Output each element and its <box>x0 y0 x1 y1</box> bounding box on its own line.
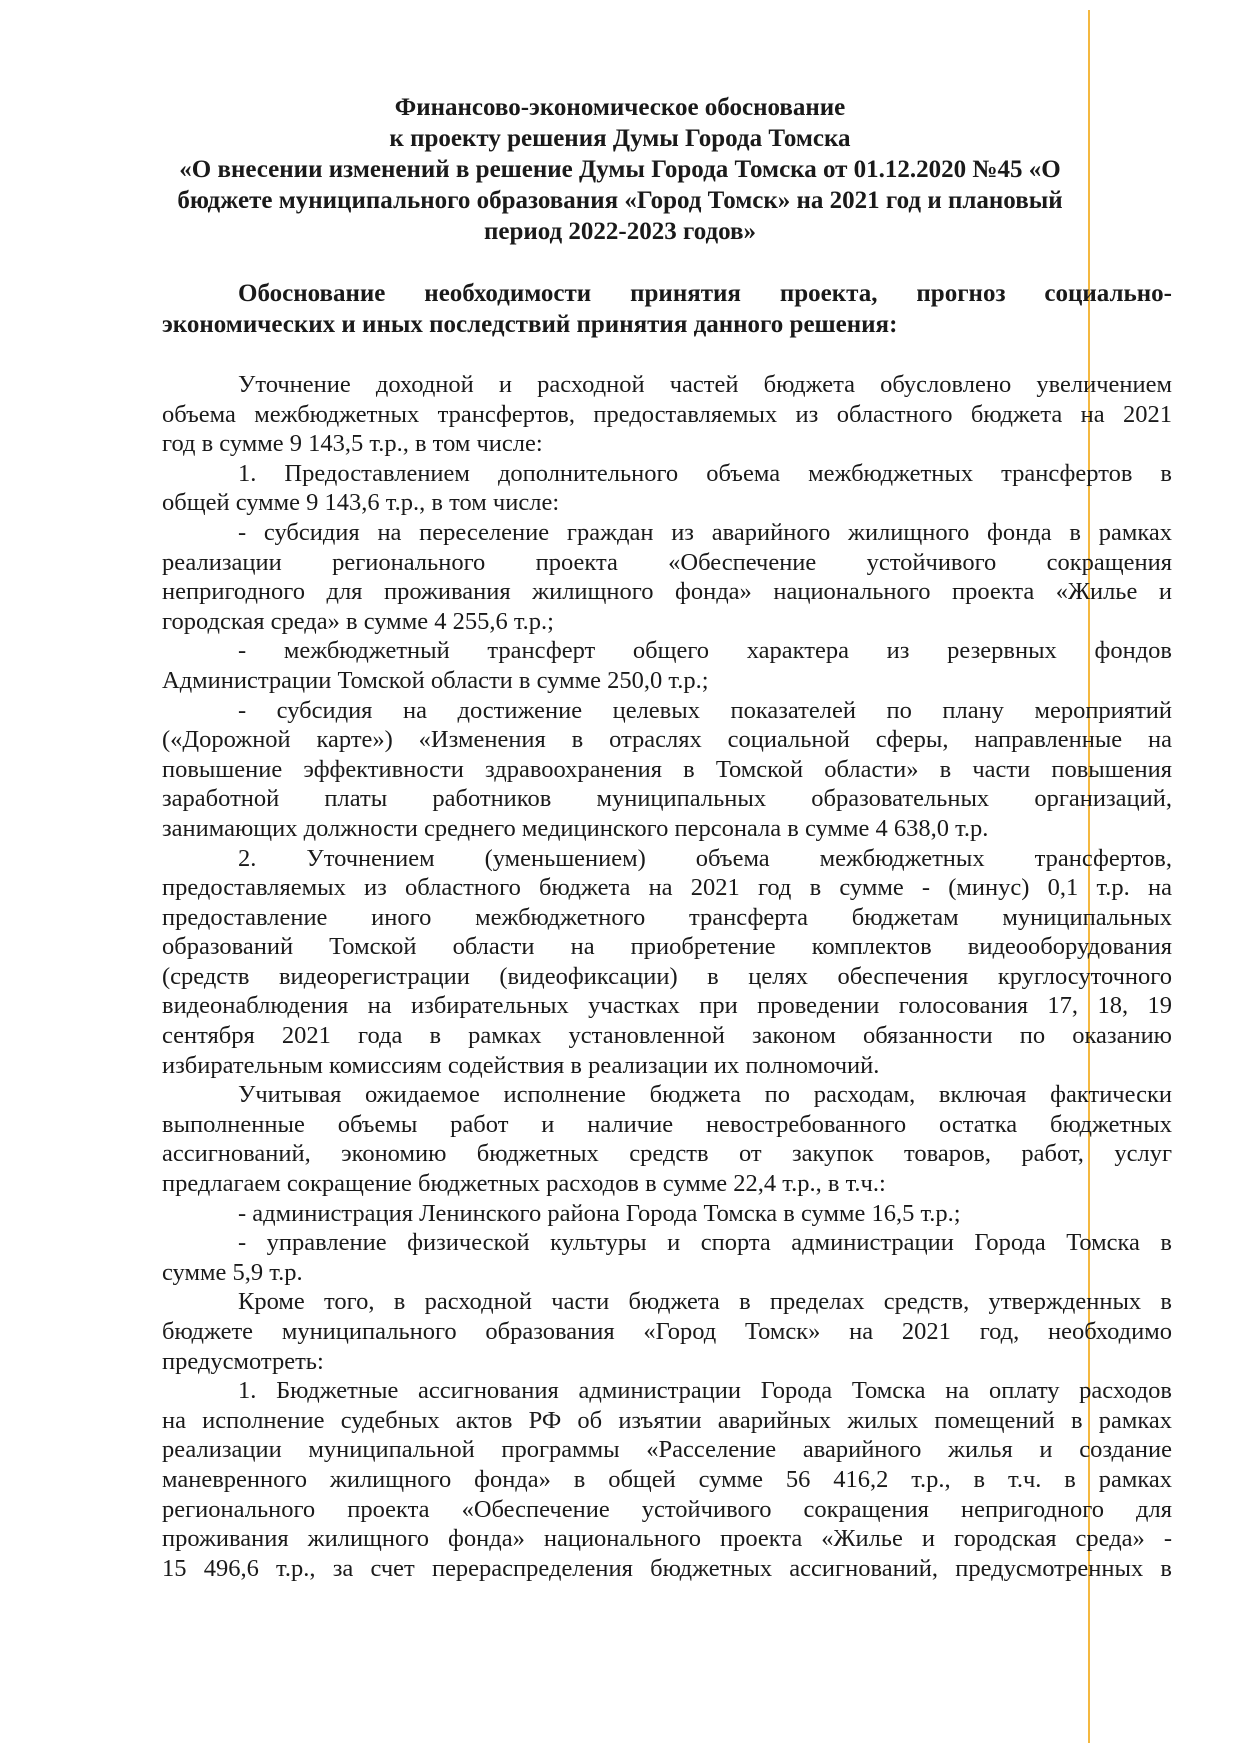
body-line: - управление физической культуры и спорта администрации Города Томска в <box>238 1229 1172 1257</box>
body-line: предоставление иного межбюджетного трансферта бюджетам муниципальных <box>162 903 1172 931</box>
body-line: Уточнение доходной и расходной частей бюджета обусловлено увеличением <box>238 371 1172 398</box>
body-line: Администрации Томской области в сумме 250,0 т.р.; <box>162 666 709 694</box>
body-line: образований Томской области на приобретение комплектов видеооборудования <box>162 933 1172 961</box>
title-line-4: бюджете муниципального образования «Город Томск» на 2021 год и плановый <box>177 187 1063 214</box>
body-line: выполненные объемы работ и наличие невостребованного остатка бюджетных <box>162 1110 1172 1138</box>
body-line: предусмотреть: <box>162 1347 324 1375</box>
body-line: сумме 5,9 т.р. <box>162 1258 303 1286</box>
body-line: 15 496,6 т.р., за счет перераспределения бюджетных ассигнований, предусмотренных в <box>162 1554 1172 1582</box>
section-heading-line-1: Обоснование необходимости принятия проекта, прогноз социально- <box>238 280 1172 307</box>
body-line: сентября 2021 года в рамках установленной законом обязанности по оказанию <box>162 1022 1172 1050</box>
document-body <box>162 370 1172 1583</box>
body-line: Кроме того, в расходной части бюджета в пределах средств, утвержденных в <box>238 1288 1172 1316</box>
body-line: проживания жилищного фонда» национального проекта «Жилье и городская среда» - <box>162 1525 1172 1553</box>
body-line: Учитывая ожидаемое исполнение бюджета по расходам, включая фактически <box>238 1081 1172 1109</box>
body-line: реализации муниципальной программы «Расселение аварийного жилья и создание <box>162 1436 1172 1464</box>
body-line: предоставляемых из областного бюджета на 2021 год в сумме - (минус) 0,1 т.р. на <box>162 874 1172 902</box>
body-line: год в сумме 9 143,5 т.р., в том числе: <box>162 430 543 458</box>
title-line-5: период 2022-2023 годов» <box>483 218 757 245</box>
body-line: - администрация Ленинского района Города Томска в сумме 16,5 т.р.; <box>238 1199 961 1227</box>
body-line: бюджете муниципального образования «Город Томск» на 2021 год, необходимо <box>162 1318 1172 1345</box>
body-line: предлагаем сокращение бюджетных расходов в сумме 22,4 т.р., в т.ч.: <box>162 1170 886 1198</box>
body-line: 1. Предоставлением дополнительного объема межбюджетных трансфертов в <box>238 459 1172 487</box>
section-heading-line-2: экономических и иных последствий принятия данного решения: <box>162 311 898 338</box>
body-line: занимающих должности среднего медицинского персонала в сумме 4 638,0 т.р. <box>162 814 989 842</box>
body-line: 2. Уточнением (уменьшением) объема межбюджетных трансфертов, <box>238 844 1172 872</box>
body-line: городская среда» в сумме 4 255,6 т.р.; <box>162 607 554 635</box>
body-line: повышение эффективности здравоохранения в Томской области» в части повышения <box>162 755 1172 783</box>
body-line: заработной платы работников муниципальных образовательных организаций, <box>162 785 1172 813</box>
body-line: избирательным комиссиям содействия в реализации их полномочий. <box>162 1051 880 1079</box>
body-line: («Дорожной карте») «Изменения в отраслях социальной сферы, направленные на <box>162 726 1172 754</box>
body-line: (средств видеорегистрации (видеофиксации) в целях обеспечения круглосуточного <box>162 962 1172 990</box>
body-line: реализации регионального проекта «Обеспечение устойчивого сокращения <box>162 548 1172 576</box>
body-line: видеонаблюдения на избирательных участках при проведении голосования 17, 18, 19 <box>162 992 1172 1020</box>
title-line-1: Финансово-экономическое обоснование <box>394 94 846 121</box>
body-line: на исполнение судебных актов РФ об изъятии аварийных жилых помещений в рамках <box>162 1406 1172 1434</box>
title-line-2: к проекту решения Думы Города Томска <box>389 125 851 152</box>
body-line: - субсидия на переселение граждан из аварийного жилищного фонда в рамках <box>238 518 1172 546</box>
body-line: - межбюджетный трансферт общего характера из резервных фондов <box>238 637 1172 665</box>
document-title <box>90 92 1150 247</box>
body-line: ассигнований, экономию бюджетных средств от закупок товаров, работ, услуг <box>162 1140 1172 1168</box>
body-line: объема межбюджетных трансфертов, предоставляемых из областного бюджета на 2021 <box>162 400 1172 428</box>
body-line: 1. Бюджетные ассигнования администрации Города Томска на оплату расходов <box>238 1377 1172 1405</box>
body-line: регионального проекта «Обеспечение устойчивого сокращения непригодного для <box>162 1495 1172 1523</box>
title-line-3: «О внесении изменений в решение Думы Города Томска от 01.12.2020 №45 «О <box>179 156 1061 183</box>
body-line: непригодного для проживания жилищного фонда» национального проекта «Жилье и <box>162 578 1172 606</box>
body-line: маневренного жилищного фонда» в общей сумме 56 416,2 т.р., в т.ч. в рамках <box>162 1465 1172 1493</box>
body-line: общей сумме 9 143,6 т.р., в том числе: <box>162 489 560 517</box>
body-line: - субсидия на достижение целевых показателей по плану мероприятий <box>238 696 1172 724</box>
section-heading <box>162 278 1172 340</box>
